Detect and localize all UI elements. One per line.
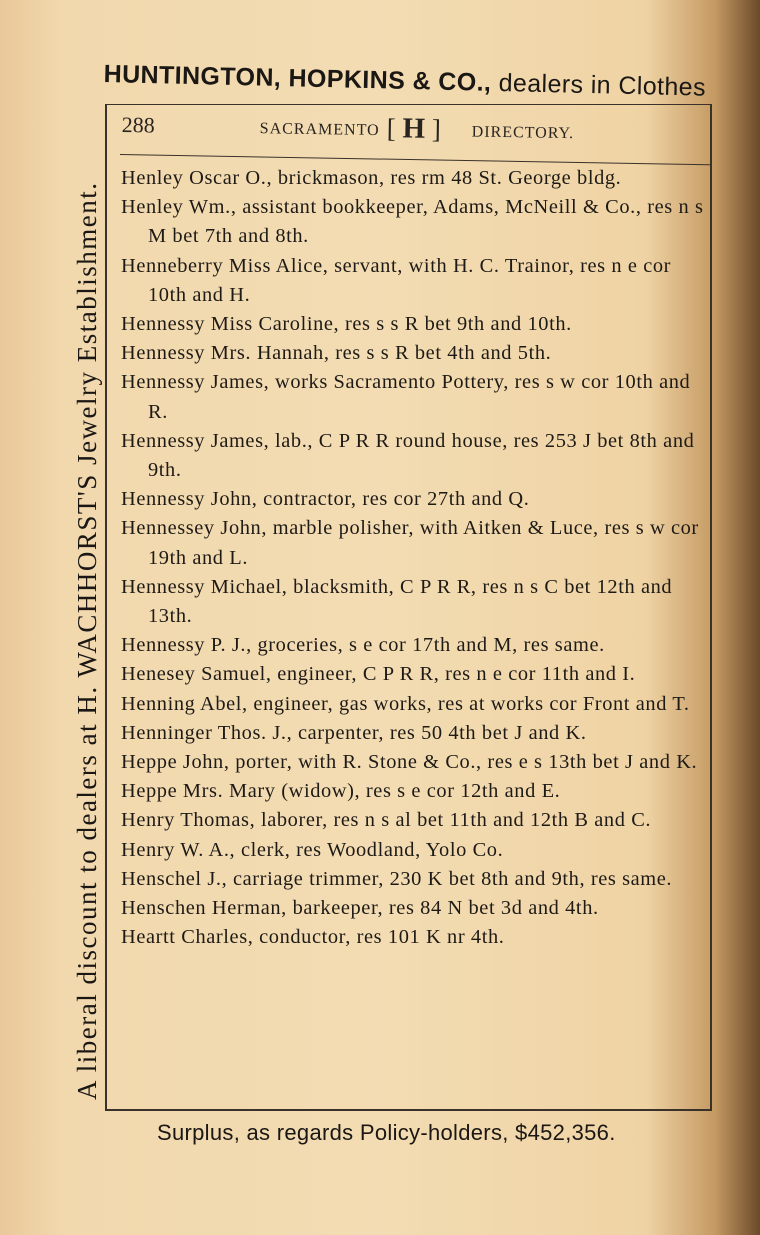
directory-entry: Henley Wm., assistant bookkeeper, Adams, McNeill & Co., res n s M bet 7th and 8th. (121, 196, 704, 248)
directory-entry: Hennessey John, marble polisher, with Aitken & Luce, res s w cor 19th and L. (121, 517, 699, 569)
directory-entry: Henninger Thos. J., carpenter, res 50 4th bet J and K. (121, 721, 587, 744)
page-number: 288 (121, 112, 155, 138)
directory-entry: Heppe Mrs. Mary (widow), res s e cor 12th and E. (121, 780, 561, 803)
directory-entry: Henning Abel, engineer, gas works, res at works cor Front and T. (121, 692, 690, 715)
header-letter: [ H ] (386, 112, 442, 145)
directory-entry: Henley Oscar O., brickmason, res rm 48 St. George bldg. (121, 167, 622, 189)
directory-entry: Henesey Samuel, engineer, C P R R, res n e cor 11th and I. (121, 663, 636, 686)
section-letter: H (402, 112, 426, 145)
bottom-advertisement: Surplus, as regards Policy-holders, $452,356. (157, 1120, 616, 1145)
directory-entry: Hennessy P. J., groceries, s e cor 17th and M, res same. (121, 634, 605, 657)
directory-entry: Henschel J., carriage trimmer, 230 K bet 8th and 9th, res same. (121, 867, 673, 890)
header-section: DIRECTORY. (471, 123, 575, 143)
top-ad-text: dealers in Clothes (490, 68, 707, 102)
directory-entry: Hennessy John, contractor, res cor 27th and Q. (121, 488, 530, 511)
header-city: SACRAMENTO (259, 120, 380, 140)
directory-entry: Hennessy James, lab., C P R R round house, res 253 J bet 8th and 9th. (121, 429, 695, 482)
top-advertisement (103, 60, 706, 103)
directory-entry: Hennessy Mrs. Hannah, res s s R bet 4th and 5th. (121, 342, 552, 365)
directory-entries (121, 164, 705, 952)
directory-entry: Henschen Herman, barkeeper, res 84 N bet 3d and 4th. (121, 897, 599, 920)
top-ad-firm: HUNTINGTON, HOPKINS & CO., (103, 60, 492, 97)
directory-entry: Hennessy Miss Caroline, res s s R bet 9th and 10th. (121, 313, 572, 336)
directory-entry: Henneberry Miss Alice, servant, with H. C. Trainor, res n e cor 10th and H. (121, 254, 672, 306)
directory-entry: Henry Thomas, laborer, res n s al bet 11th and 12th B and C. (121, 809, 652, 832)
side-advertisement: A liberal discount to dealers at H. WACHHORST'S Jewelry Establishment. (72, 181, 102, 1100)
directory-entry: Henry W. A., clerk, res Woodland, Yolo Co. (121, 838, 504, 861)
directory-entry: Hennessy Michael, blacksmith, C P R R, res n s C bet 12th and 13th. (121, 575, 673, 628)
directory-entry: Heartt Charles, conductor, res 101 K nr 4th. (121, 926, 505, 949)
directory-entry: Heppe John, porter, with R. Stone & Co., res e s 13th bet J and K. (121, 751, 698, 774)
directory-entry: Hennessy James, works Sacramento Pottery, res s w cor 10th and R. (121, 371, 691, 423)
